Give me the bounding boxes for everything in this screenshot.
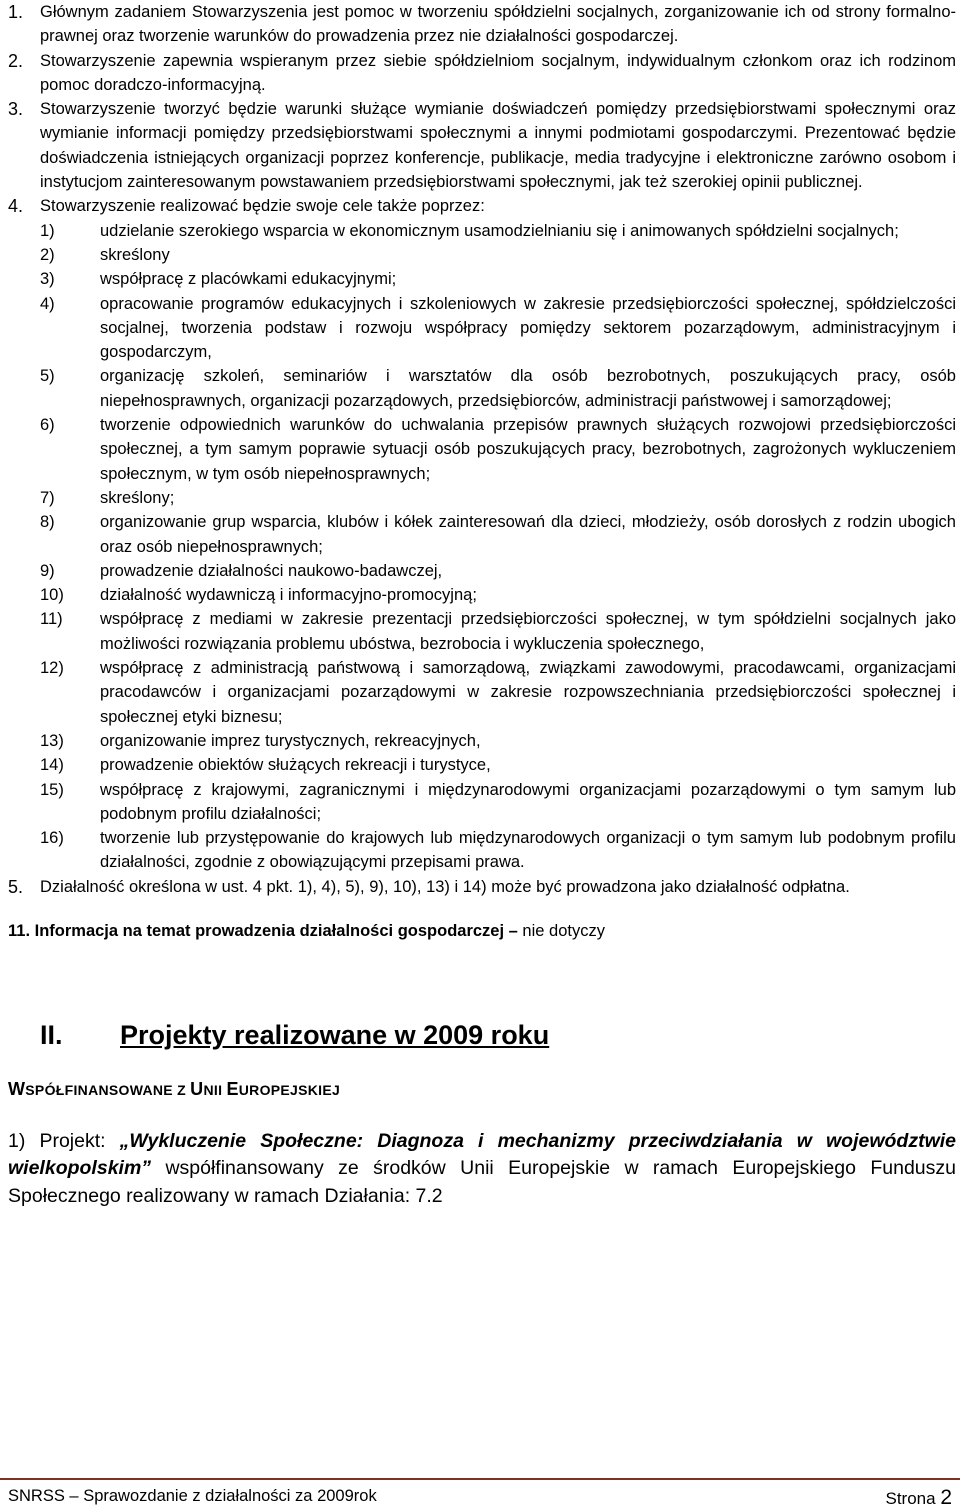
project-prefix: 1) Projekt:: [8, 1129, 120, 1152]
item-text: Działalność określona w ust. 4 pkt. 1), 4), 5), 9), 10), 13) i 14) może być prowadzona jako działalność odpłatna.: [40, 877, 850, 896]
paragraph-2: [8, 49, 956, 98]
list-item: [40, 243, 956, 267]
cofin-cap-w: W: [8, 1078, 26, 1099]
sub-item-number: 8): [40, 513, 55, 532]
footer-divider: [0, 1478, 960, 1480]
item-text: Stowarzyszenie tworzyć będzie warunki służące wymianie doświadczeń pomiędzy przedsiębiorstwami społecznymi oraz wymianie informacji pomiędzy przedsiębiorstwami społecznymi a innymi podmiotami gospodarczymi. Prezentować będzie doświadczenia istniejących organizacji poprzez konferencje, publikacje, media tradycyjne i elektroniczne zarówno osobom i instytucjom zainteresowanym powstawaniem przedsiębiorstwami społecznymi, jak też szerokiej opinii publicznej.: [40, 100, 956, 192]
document-page: [8, 0, 956, 1210]
sub-item-text: organizowanie grup wsparcia, klubów i kółek zainteresowań dla dzieci, młodzieży, osób dorosłych z rodzin ubogich oraz osób niepełnosprawnych;: [100, 513, 956, 556]
project-description: współfinansowany ze środków Unii Europejskie w ramach Europejskiego Funduszu Społecznego realizowany w ramach Działania: 7.2: [8, 1157, 956, 1207]
page-label: Strona: [885, 1489, 941, 1508]
cofin-small-1: SPÓŁFINANSOWANE Z: [25, 1081, 191, 1098]
sub-item-text: organizację szkoleń, seminariów i warsztatów dla osób bezrobotnych, poszukujących pracy, osób niepełnosprawnych, organizacji pozarządowych, przedsiębiorców, administracji państwowej i samorządowej;: [100, 367, 956, 410]
sub-item-number: 3): [40, 270, 55, 289]
section-2-heading: [8, 1019, 956, 1051]
list-item: [40, 364, 956, 413]
sub-item-text: prowadzenie obiektów służących rekreacji i turystyce,: [100, 756, 491, 775]
cofin-small-2: NII: [203, 1081, 227, 1098]
sub-item-text: tworzenie odpowiednich warunków do uchwalania przepisów prawnych służących rozwojowi przedsiębiorczości społecznej, a tym samym poprawie sytuacji osób poszukujących pracy, bezrobotnych, zagrożonych wykluczeniem społecznym, w tym osób niepełnosprawnych;: [100, 416, 956, 483]
sub-item-number: 15): [40, 780, 64, 799]
sub-item-number: 2): [40, 245, 55, 264]
section-title: Projekty realizowane w 2009 roku: [120, 1019, 550, 1050]
sub-item-text: udzielanie szerokiego wsparcia w ekonomicznym usamodzielnianiu się i animowanych spółdzielni socjalnych;: [100, 221, 899, 240]
page-num: 2: [940, 1486, 952, 1509]
project-paragraph: [8, 1128, 956, 1210]
sub-item-text: współpracę z krajowymi, zagranicznymi i międzynarodowymi organizacjami pozarządowymi o tym samym lub podobnym profilu działalności;: [100, 780, 956, 823]
sub-item-number: 6): [40, 416, 55, 435]
list-item: [40, 267, 956, 291]
sub-item-number: 5): [40, 367, 55, 386]
section-number: II.: [40, 1019, 63, 1050]
cofin-cap-e: E: [226, 1078, 239, 1099]
sub-item-text: współpracę z administracją państwową i samorządową, związkami zawodowymi, pracodawcami, organizacjami pracodawców i organizacjami pozarządowymi w zakresie rozpowszechniania przedsiębiorczości społecznej i społecznej etyki biznesu;: [100, 659, 956, 726]
list-item: [40, 510, 956, 559]
section-11-status: nie dotyczy: [517, 921, 605, 940]
sub-item-text: organizowanie imprez turystycznych, rekreacyjnych,: [100, 731, 481, 750]
sub-item-list: [40, 219, 956, 875]
sub-item-number: 11): [40, 610, 63, 629]
list-item: [40, 583, 956, 607]
paragraph-3: [8, 97, 956, 194]
item-number: 3.: [8, 99, 24, 120]
sub-item-number: 7): [40, 488, 55, 507]
sub-item-number: 10): [40, 586, 64, 605]
section-11-title: 11. Informacja na temat prowadzenia działalności gospodarczej –: [8, 921, 518, 940]
cofin-small-3: UROPEJSKIEJ: [238, 1081, 341, 1098]
sub-item-text: współpracę z mediami w zakresie prezentacji przedsiębiorczości społecznej, w tym spółdzielni socjalnych jako możliwości rozwiązania problemu ubóstwa, bezrobocia i wykluczenia społecznego,: [100, 610, 956, 653]
list-item: [40, 292, 956, 365]
sub-item-text: tworzenie lub przystępowanie do krajowych lub międzynarodowych organizacji o tym samym lub podobnym profilu działalności, zgodnie z obowiązującymi przepisami prawa.: [100, 829, 956, 872]
cofinancing-heading: [8, 1079, 956, 1100]
sub-item-number: 14): [40, 756, 64, 775]
cofin-cap-u: U: [190, 1078, 204, 1099]
item-text: Stowarzyszenie realizować będzie swoje cele także poprzez:: [40, 197, 485, 216]
item-text: Stowarzyszenie zapewnia wspieranym przez siebie spółdzielniom socjalnym, indywidualnym członkom oraz ich rodzinom pomoc doradczo-informacyjną.: [40, 51, 956, 94]
list-item: [40, 656, 956, 729]
sub-item-number: 9): [40, 561, 55, 580]
paragraph-1: [8, 0, 956, 49]
paragraph-5: [8, 875, 956, 899]
footer-page-number: [886, 1486, 953, 1510]
list-item: [40, 219, 956, 243]
sub-item-text: skreślony;: [100, 488, 175, 507]
footer-document-title: SNRSS – Sprawozdanie z działalności za 2009rok: [8, 1487, 377, 1505]
item-number: 1.: [8, 2, 24, 22]
sub-item-text: działalność wydawniczą i informacyjno-promocyjną;: [100, 586, 477, 605]
sub-item-number: 13): [40, 731, 64, 750]
sub-item-number: 16): [40, 829, 64, 848]
sub-item-number: 1): [40, 221, 55, 240]
item-number: 4.: [8, 196, 24, 217]
item-number: 2.: [8, 50, 24, 71]
list-item: [40, 607, 956, 656]
sub-item-number: 12): [40, 659, 64, 678]
project-title: „Wykluczenie Społeczne: Diagnoza i mechanizmy przeciwdziałania w województwie wielkopolskim”: [8, 1129, 956, 1180]
list-item: [40, 826, 956, 875]
sub-item-text: współpracę z placówkami edukacyjnymi;: [100, 270, 397, 289]
list-item: [40, 753, 956, 777]
list-item: [40, 778, 956, 827]
list-item: [40, 729, 956, 753]
sub-item-text: skreślony: [100, 245, 170, 264]
sub-item-text: prowadzenie działalności naukowo-badawczej,: [100, 561, 443, 580]
item-number: 5.: [8, 876, 24, 897]
section-11-heading: [8, 919, 956, 943]
sub-item-number: 4): [40, 294, 55, 313]
list-item: [40, 413, 956, 486]
item-text: Głównym zadaniem Stowarzyszenia jest pomoc w tworzeniu spółdzielni socjalnych, zorganizowanie ich od strony formalno-prawnej oraz tworzenie warunków do prowadzenia przez nie działalności gospodarczej.: [40, 3, 956, 46]
sub-item-text: opracowanie programów edukacyjnych i szkoleniowych w zakresie przedsiębiorczości społecznej, spółdzielczości socjalnej, tworzenia podstaw i rozwoju współpracy pomiędzy sektorem pozarządowym, administracyjnym i gospodarczym,: [100, 294, 956, 362]
list-item: [40, 559, 956, 583]
paragraph-4: [8, 194, 956, 218]
list-item: [40, 486, 956, 510]
